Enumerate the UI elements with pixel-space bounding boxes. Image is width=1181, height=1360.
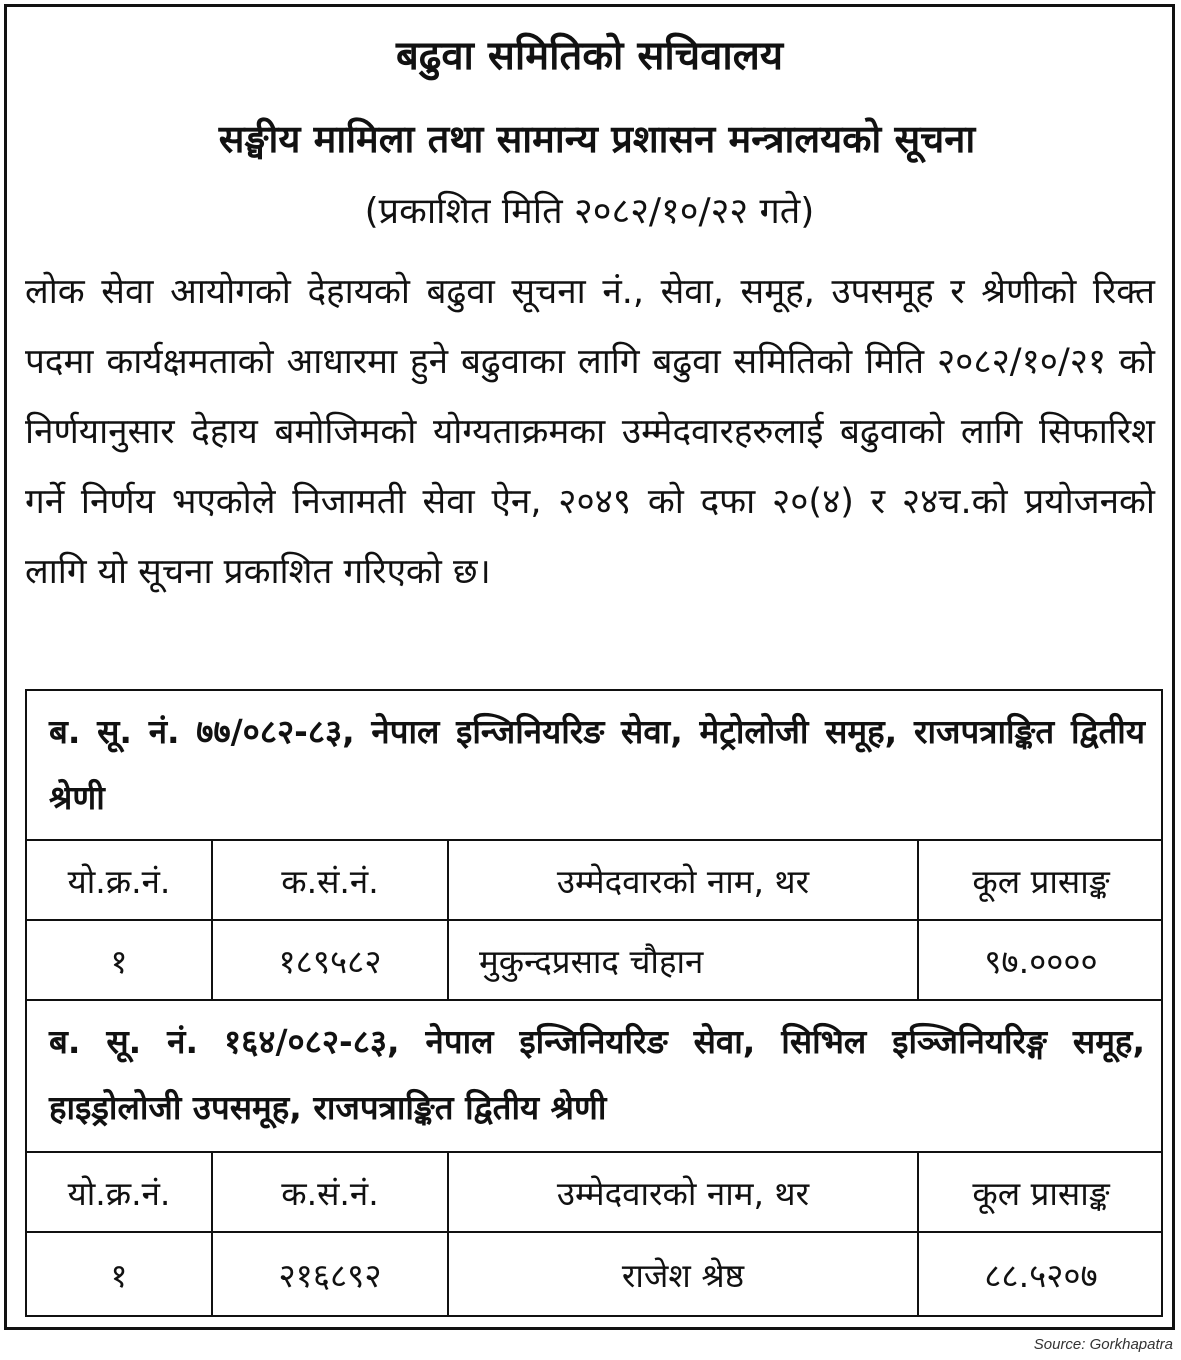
column-header: क.सं.नं.: [213, 841, 449, 919]
table-cell: ९७.००००: [984, 941, 1098, 981]
column-header: यो.क्र.नं.: [27, 1153, 213, 1231]
table-header-row: [27, 841, 1161, 921]
section-heading: ब. सू. नं. १६४/०८२-८३, नेपाल इन्जिनियरिङ सेवा, सिभिल इञ्जिनियरिङ्ग समूह, हाइड्रोलोजी उपसमूह, राजपत्राङ्कित द्वितीय श्रेणी: [27, 1003, 1161, 1153]
notice-body: लोक सेवा आयोगको देहायको बढुवा सूचना नं., सेवा, समूह, उपसमूह र श्रेणीको रिक्त पदमा कार्यक्षमताको आधारमा हुने बढुवाका लागि बढुवा समितिको मिति २०८२/१०/२१ को निर्णयानुसार देहाय बमोजिमको योग्यताक्रमका उम्मेदवारहरुलाई बढुवाको लागि सिफारिश गर्ने निर्णय भएकोले निजामती सेवा ऐन, २०४९ को दफा २०(४) र २४च.को प्रयोजनको लागि यो सूचना प्रकाशित गरिएको छ।: [25, 272, 1155, 592]
table-cell: १: [27, 1233, 213, 1315]
column-header: कूल प्रासाङ्क: [972, 861, 1110, 901]
table-header-row: [27, 1153, 1161, 1233]
column-header: कूल प्रासाङ्क: [972, 1173, 1110, 1213]
column-header: क.सं.नं.: [213, 1153, 449, 1231]
column-header: यो.क्र.नं.: [27, 841, 213, 919]
table-cell: मुकुन्दप्रसाद चौहान: [449, 921, 919, 999]
source-credit: Source: Gorkhapatra: [1033, 1336, 1173, 1353]
column-header: उम्मेदवारको नाम, थर: [449, 1153, 919, 1231]
results-table: [25, 689, 1163, 1317]
table-cell: राजेश श्रेष्ठ: [449, 1233, 919, 1315]
notice-subtitle: सङ्घीय मामिला तथा सामान्य प्रशासन मन्त्रालयको सूचना: [218, 117, 976, 161]
notice-box: [4, 4, 1175, 1330]
table-cell: १८९५८२: [213, 921, 449, 999]
section-heading: ब. सू. नं. ७७/०८२-८३, नेपाल इन्जिनियरिङ सेवा, मेट्रोलोजी समूह, राजपत्राङ्कित द्वितीय श्रेणी: [27, 691, 1161, 841]
column-header: उम्मेदवारको नाम, थर: [449, 841, 919, 919]
table-cell: ८८.५२०७: [984, 1255, 1098, 1295]
table-cell: २१६८९२: [213, 1233, 449, 1315]
notice-title: बढुवा समितिको सचिवालय: [395, 33, 784, 79]
table-row: [27, 1233, 1161, 1315]
table-cell: १: [27, 921, 213, 999]
table-row: [27, 921, 1161, 1001]
published-date: (प्रकाशित मिति २०८२/१०/२२ गते): [364, 191, 815, 232]
